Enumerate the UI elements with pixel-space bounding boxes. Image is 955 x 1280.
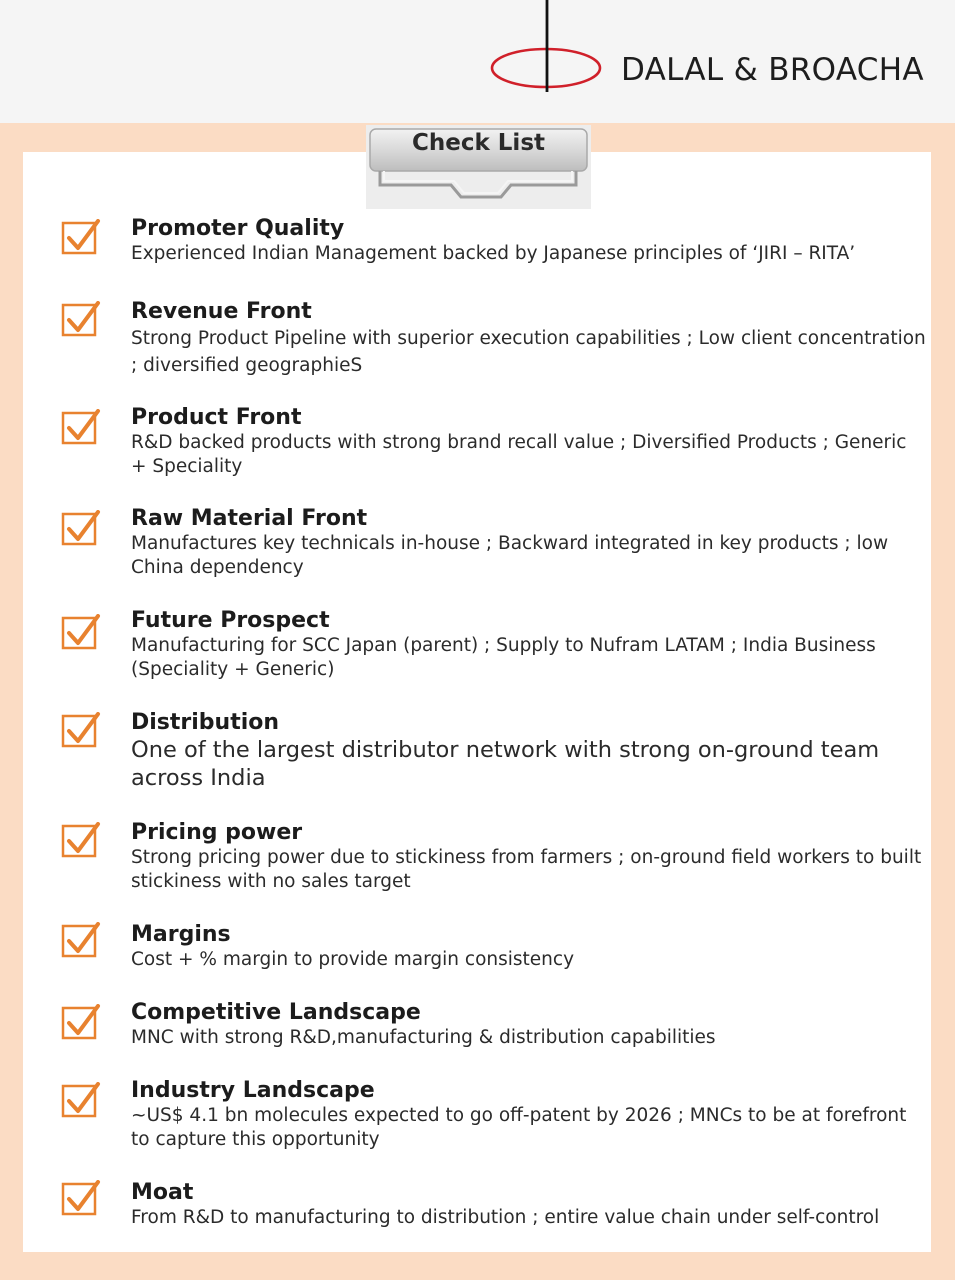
- item-title: Promoter Quality: [131, 216, 345, 241]
- brand-name: DALAL & BROACHA: [621, 52, 924, 88]
- item-description: Cost + % margin to provide margin consistency: [131, 949, 575, 970]
- item-title: Product Front: [131, 405, 302, 430]
- checkbox-checked-icon: [61, 301, 101, 337]
- checkbox-checked-icon: [61, 922, 101, 958]
- item-description: Manufacturing for SCC Japan (parent) ; Supply to Nufram LATAM ; India Business (Speciality + Generic): [131, 635, 876, 680]
- item-title: Future Prospect: [131, 608, 330, 633]
- header-bar: [0, 0, 955, 123]
- checkbox-checked-icon: [61, 1082, 101, 1118]
- checkbox-checked-icon: [61, 219, 101, 255]
- item-description: One of the largest distributor network with strong on-ground team across India: [131, 737, 880, 791]
- item-title: Moat: [131, 1180, 194, 1205]
- item-description: R&D backed products with strong brand recall value ; Diversified Products ; Generic + Speciality: [131, 432, 907, 477]
- brand-logo-icon: [488, 0, 608, 95]
- item-title: Margins: [131, 922, 231, 947]
- item-title: Industry Landscape: [131, 1078, 375, 1103]
- item-description: Manufactures key technicals in-house ; Backward integrated in key products ; low China dependency: [131, 533, 889, 578]
- item-title: Distribution: [131, 710, 280, 735]
- checkbox-checked-icon: [61, 822, 101, 858]
- item-description: Strong pricing power due to stickiness from farmers ; on-ground field workers to built stickiness with no sales target: [131, 847, 922, 892]
- item-title: Raw Material Front: [131, 506, 368, 531]
- item-description: From R&D to manufacturing to distribution ; entire value chain under self-control: [131, 1207, 880, 1228]
- checkbox-checked-icon: [61, 712, 101, 748]
- item-title: Pricing power: [131, 820, 303, 845]
- checkbox-checked-icon: [61, 614, 101, 650]
- item-title: Revenue Front: [131, 299, 312, 324]
- item-title: Competitive Landscape: [131, 1000, 421, 1025]
- item-description: MNC with strong R&D,manufacturing & distribution capabilities: [131, 1027, 716, 1048]
- item-description: ~US$ 4.1 bn molecules expected to go off-patent by 2026 ; MNCs to be at forefront to capture this opportunity: [131, 1105, 907, 1150]
- checklist-title: Check List: [411, 130, 545, 156]
- item-description: Experienced Indian Management backed by Japanese principles of ‘JIRI – RITA’: [131, 243, 856, 264]
- item-description: Strong Product Pipeline with superior execution capabilities ; Low client concentration ; diversified geographieS: [131, 328, 926, 376]
- checkbox-checked-icon: [61, 1180, 101, 1216]
- checkbox-checked-icon: [61, 409, 101, 445]
- checkbox-checked-icon: [61, 510, 101, 546]
- checkbox-checked-icon: [61, 1004, 101, 1040]
